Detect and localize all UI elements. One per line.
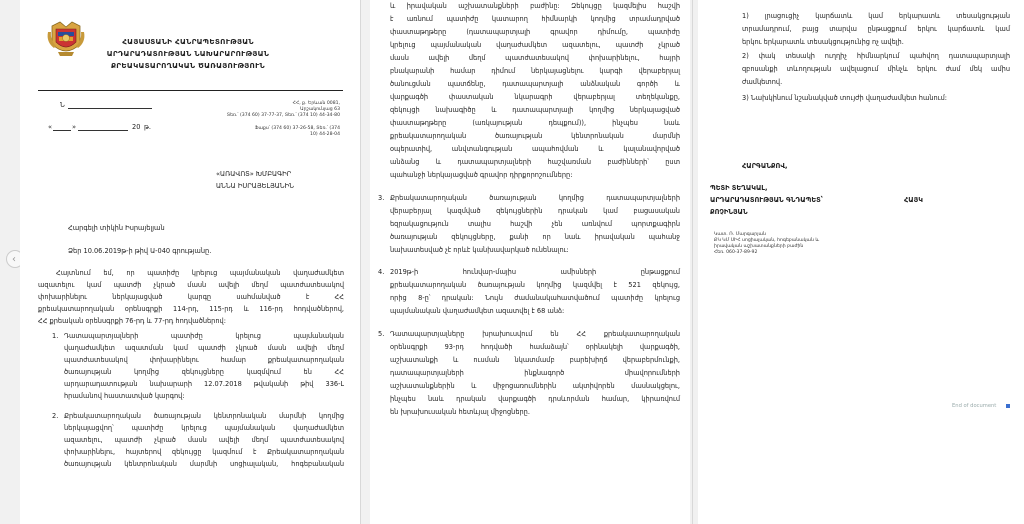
signer-name-2: ՔՈՉԻՆՅԱՆ	[710, 208, 748, 216]
item-3-line-4: ծառայության զեկույցները, քանի որ նաև իրավական պահանջ	[390, 233, 680, 241]
sub-2-line-3: ժամկետով.	[742, 78, 783, 86]
p2-lead-line-8: վարքագծի փաստական նկարագրի վերաբերյալ տեղեկանքը,	[390, 93, 680, 101]
header-line-1: ՀԱՅԱՍՏԱՆԻ ՀԱՆՐԱՊԵՏՈՒԹՅԱՆ	[122, 37, 254, 46]
item-3-line-2: վերաբերյալ կազմված զեկույցներին դրական կամ բացասական	[390, 207, 680, 215]
p2-lead-line-3: փաստաթղթերը (դատապարտյալի գրավոր դիմումը, պատիժը	[390, 28, 680, 36]
sub-2-line-1: 2) փակ տեսակի ուղղիչ հիմնարկում պահվող դատապարտյալի	[742, 52, 1010, 60]
sub-3-line: 3) Նախկինում նշանակված տույժի վաղաժամկետ հանում:	[742, 94, 947, 102]
page-divider	[692, 0, 693, 524]
document-page-1	[20, 0, 360, 524]
item-1-number: 1.	[52, 332, 59, 340]
date-day-line	[53, 130, 71, 131]
item-3-number: 3.	[378, 194, 385, 202]
executor-line-2: ՔԿ ԿՄ ՍԻՀ սոցիալական, հոգեբանական և	[714, 238, 820, 243]
p2-lead-line-9: զեկույցի նախագիծը և դատապարտյալի կողմից ներկայացված	[390, 106, 680, 114]
intro-line-3: փոխարինելու ներկայացված կարգը սահմանված է ՀՀ	[38, 293, 344, 301]
sub-1-line-1: 1) լրացուցիչ կարճատև կամ երկարատև տեսակցության	[742, 12, 1010, 20]
item-5-line-2: օրենսգրքի 93-րդ հոդվածի համաձայն՝ օրինակելի վարքագծի,	[390, 343, 680, 351]
reference-line: Ձեր 10.06.2019թ-ի թիվ Ա-040 գրությանը.	[68, 247, 212, 255]
p2-lead-line-1: և իրավական աշխատանքների բաժինը: Զեկույցը կազմելիս հաշվի	[390, 2, 680, 10]
p2-lead-line-6: բնակարանի համար դիմում ներկայացնելու կարգի վերաբերյալ	[390, 67, 680, 75]
document-page-2	[370, 0, 690, 524]
header-line-2: ԱՐԴԱՐԱԴԱՏՈՒԹՅԱՆ ՆԱԽԱՐԱՐՈՒԹՅԱՆ	[106, 49, 270, 58]
date-year: 20	[132, 123, 141, 131]
item-5-line-7: են խրախուսական հետևյալ միջոցները.	[390, 408, 530, 416]
sub-2-line-2: զբոսանքի տևողության ավելացում մինչև երկու ժամ մեկ ամիս	[742, 65, 1010, 73]
item-3-line-3: եզրակացություն տալիս հաշվի չեն առնվում պորտքագիրն	[390, 220, 680, 228]
intro-line-2: ազատելու կամ պատժի չկրած մասն ավելի մեղմ պատժատեսակով	[38, 281, 344, 289]
signer-title-1: ՊԵՏԻ ՏԵՂԱԿԱԼ,	[710, 184, 768, 192]
item-1-line-2: վաղաժամկետ ազատման կամ պատժի չկրած մասն ավելի մեղմ	[64, 344, 344, 352]
item-5-line-1: Դատապարտյալները խրախուսվում են ՀՀ քրեակատարողական	[390, 330, 680, 338]
chevron-left-icon: ‹	[12, 254, 16, 265]
p2-lead-line-7: ծանուցման պատճենը, դատապարտյալի անձնական գործի և	[390, 80, 680, 88]
p2-lead-line-10: փաստաթղթերը (առկայության դեպքում)), ինչպես նաև	[390, 119, 680, 127]
address-line-2: Արշակունյաց 63	[300, 107, 340, 112]
executor-line-1: Կատ. Ռ. Մարգարյան	[714, 232, 766, 237]
item-5-line-4: դատապարտյալների ինքնագործ միավորումների	[390, 369, 680, 377]
date-month-line	[78, 130, 128, 131]
item-2-line-4: փոխարինելու, հայտերով զեկույցը կազմում է Քրեակատարողական	[64, 448, 344, 456]
regards: ՀԱՐԳԱՆՔՈՎ,	[742, 162, 788, 170]
ref-no-line	[68, 108, 152, 109]
document-page-3	[698, 0, 1024, 524]
address-line-5: 10) 44-28-04	[310, 132, 340, 137]
intro-line-1: Հայտնում եմ, որ պատիժը կրելուց պայմանական վաղաժամկետ	[56, 269, 344, 277]
address-line-3: Տեռ.՝ (374 60) 37-77-37, Տեռ.՝ (374 10) 44-34-80	[226, 113, 340, 118]
header-rule	[38, 90, 343, 91]
sub-1-line-3: երկու երկարատև տեսակցությունից ոչ ավելի.	[742, 38, 904, 46]
p2-lead-line-2: է առնում պատիժը կատարող հիմնարկի կողմից տրամադրված	[390, 15, 680, 23]
item-1-line-6: հրամանով հաստատված կարգով:	[64, 392, 185, 400]
intro-line-4: քրեակատարողական օրենսգրքի 114-րդ, 115-րդ և 116-րդ հոդվածներով,	[38, 305, 344, 313]
p2-lead-line-11: քրեակատարողական ծառայության կենտրոնական մարմնի	[390, 132, 680, 140]
item-4-line-3: որից 8-ը՝ դրական: Նույն ժամանակահատվածում պատիժը կրելուց	[390, 294, 680, 302]
date-open-quote: «	[48, 123, 53, 131]
address-line-4: Ֆաքս՝ (374 60) 37-26-58, Տեռ.՝ (374	[254, 126, 340, 131]
item-2-line-1: Քրեակատարողական ծառայության կենտրոնական մարմնի կողմից	[64, 412, 344, 420]
end-of-document-label: End of document	[952, 403, 997, 409]
item-3-line-5: նախատեսված չէ որևէ կանխավարկած ունենալու:	[390, 246, 569, 254]
item-2-line-3: ազատելու, պատժի չկրած մասն ավելի մեղմ պատժատեսակով	[64, 436, 344, 444]
item-4-line-1: 2019թ-ի հունվար-մայիս ամիսների ընթացքում	[390, 268, 680, 276]
item-2-number: 2.	[52, 412, 59, 420]
p2-lead-line-5: մասն ավելի մեղմ պատժատեսակով փոխարինելու, հայրի	[390, 54, 680, 62]
item-5-line-6: ինչպես նաև դրական վարքագծի դրսևորման համար, կիրառվում	[390, 395, 680, 403]
item-5-line-3: աշխատանքի և ուսման նկատմամբ բարեխիղճ վերաբերմունքի,	[390, 356, 680, 364]
executor-line-4: Հեռ. 060-37-89-92	[714, 250, 758, 255]
header-line-3: ՔՐԵԱԿԱՏԱՐՈՂԱԿԱՆ ԾԱՌԱՅՈՒԹՅՈՒՆ	[110, 61, 265, 70]
addressee-line-2: ԱՆՆԱ ԻՍՐԱՅԵԼՅԱՆԻՆ	[216, 182, 294, 190]
p2-lead-line-13: անձանց և դատապարտյալների հաշվառման բաժինների՝ ըստ	[390, 158, 680, 166]
item-1-line-5: արդարադատության նախարարի 12.07.2018 թվականի թիվ 336-Լ	[64, 380, 344, 388]
date-suffix: թ.	[144, 123, 151, 131]
signer-title-2: ԱՐԴԱՐԱԴԱՏՈՒԹՅԱՆ ԳՆԴԱՊԵՏ՝	[710, 196, 823, 204]
intro-line-5: ՀՀ քրեական օրենսգրքի 76-րդ և 77-րդ հոդվածներով:	[38, 317, 226, 325]
date-close-quote: »	[72, 123, 77, 131]
item-5-line-5: աշխատանքներին և միջոցառումներին ակտիվորեն մասնակցելու,	[390, 382, 680, 390]
item-2-line-5: ծառայության կենտրոնական մարմնի սոցիալական, հոգեբանական	[64, 460, 344, 468]
ref-no-label: Ն	[60, 101, 65, 109]
item-1-line-3: պատժատեսակով փոխարինելու համար քրեակատարողական	[64, 356, 344, 364]
item-4-line-2: քրեակատարողական ծառայության կողմից կազմվել է 521 զեկույց,	[390, 281, 680, 289]
item-3-line-1: Քրեակատարողական ծառայության կողմից դատապարտյալների	[390, 194, 680, 202]
p2-lead-line-12: օպերատիվ, անվտանգության ապահովման և կալանավորված	[390, 145, 680, 153]
item-2-line-2: ներկայացվող՝ պատիժը կրելուց պայմանական վաղաժամկետ	[64, 424, 344, 432]
page-divider	[360, 0, 361, 524]
sub-1-line-2: տրամադրում, բայց տարվա ընթացքում երկու կարճատև կամ	[742, 25, 1010, 33]
salutation: Հարգելի տիկին Իսրայելյան	[68, 224, 165, 232]
signer-name-1: ՀԱՅԿ	[904, 196, 923, 204]
end-of-document-marker-icon	[1006, 404, 1010, 408]
item-1-line-1: Դատապարտյալների պատիժը կրելուց պայմանական	[64, 332, 344, 340]
item-1-line-4: ծառայության կողմից զեկույցները կազմվում են ՀՀ	[64, 368, 344, 376]
p2-lead-line-4: կրելուց պայմանական վաղաժամկետ ազատելու, պատժի չկրած	[390, 41, 680, 49]
item-4-number: 4.	[378, 268, 385, 276]
p2-lead-line-14: պահանջի ներկայացված գրավոր դիրքորոշումները:	[390, 171, 573, 179]
item-4-line-4: պայմանական վաղաժամկետ ազատվել է 68 անձ:	[390, 307, 565, 315]
executor-line-3: իրավական աշխատանքների բաժին	[714, 244, 804, 249]
address-line-1: ՀՀ, ք. Երևան 0081,	[292, 101, 340, 106]
addressee-line-1: «ԱՌԱՎՈՏ» ԽՄԲԱԳԻՐ	[216, 170, 292, 178]
item-5-number: 5.	[378, 330, 385, 338]
